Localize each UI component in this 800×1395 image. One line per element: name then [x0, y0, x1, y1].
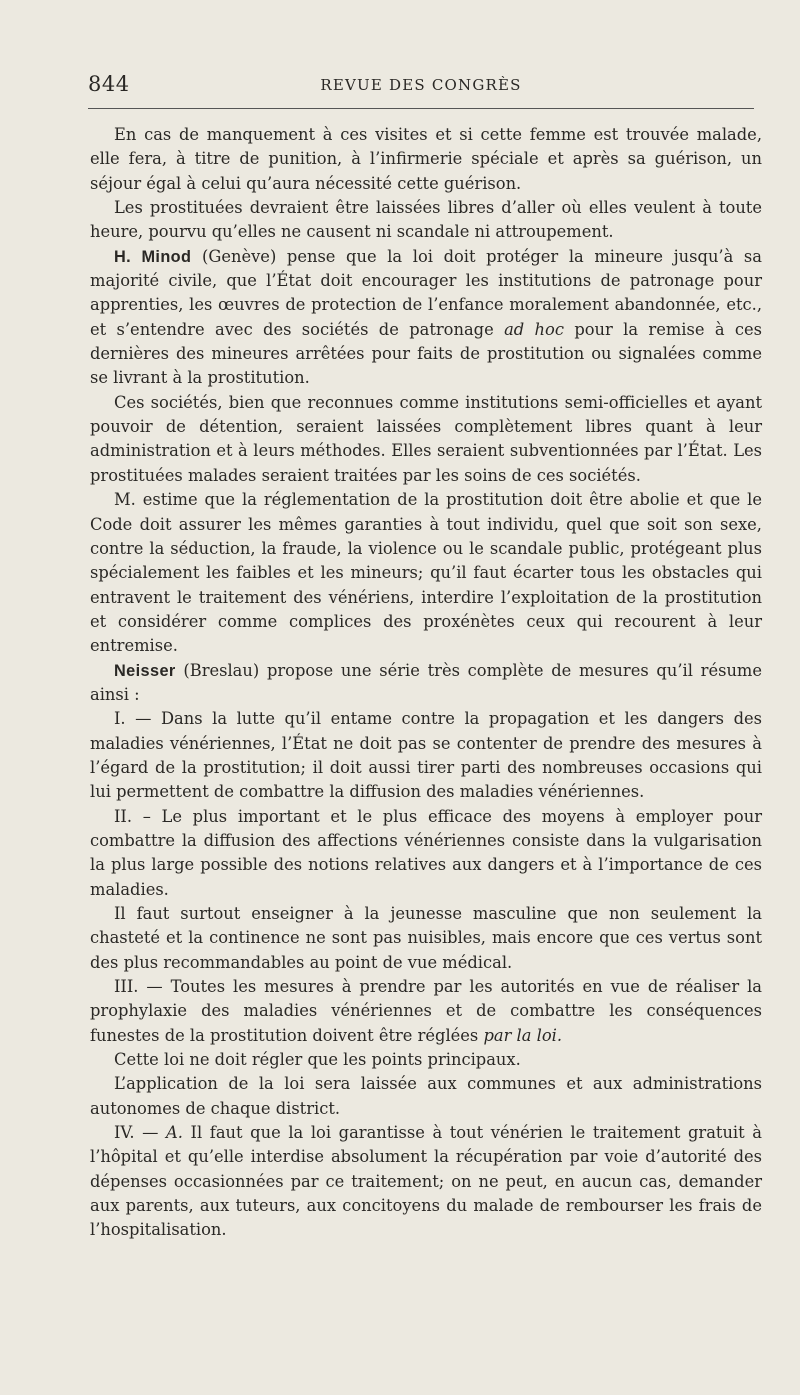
speaker-name: H. Minod: [114, 247, 192, 266]
paragraph: [90, 123, 762, 196]
page-header: [88, 72, 754, 102]
speaker-name: Neisser: [114, 661, 176, 680]
paragraph: [90, 902, 762, 975]
paragraph-text: III. — Toutes les mesures à prendre par les autorités en vue de réaliser la prophylaxie des maladies vénériennes et de combattre les conséquences funestes de la prostitution doivent être réglées: [90, 977, 762, 1045]
paragraph-text: Ces sociétés, bien que reconnues comme institutions semi-officielles et ayant pouvoir de détention, seraient laissées complètement libres quant à leur administration et à leurs méthodes. Elles seraient subventionnées par l’État. Les prostituées malades seraient traitées par les soins de ces sociétés.: [90, 392, 762, 485]
paragraph-text: Il faut que la loi garantisse à tout vénérien le traitement gratuit à l’hôpital et qu’elle interdise absolument la récupération par voie d’autorité des dépenses occasionnées par ce traitement; on ne peut, en aucun cas, demander aux parents, aux tuteurs, aux concitoyens du malade de rembourser les frais de l’hospitalisation.: [90, 1123, 762, 1240]
paragraph-text: IV. —: [114, 1123, 167, 1143]
paragraph-text: (Breslau) propose une série très complète de mesures qu’il résume ainsi :: [90, 660, 762, 704]
emphasis: A.: [166, 1123, 183, 1143]
emphasis: par la loi.: [483, 1025, 563, 1045]
paragraph: [90, 1121, 762, 1243]
header-rule: [88, 108, 754, 109]
paragraph-text: M. estime que la réglementation de la prostitution doit être abolie et que le Code doit assurer les mêmes garanties à tout individu, quel que soit son sexe, contre la séduction, la fraude, la violence ou le scandale public, protégeant plus spécialement les faibles et les mineurs; qu’il faut écarter tous les obstacles qui entravent le traitement des vénériens, interdire l’exploitation de la prostitution et considérer comme complices des proxénètes ceux qui recourent à leur entremise.: [90, 490, 762, 656]
body-text: [90, 123, 762, 1243]
emphasis: ad hoc: [504, 319, 564, 339]
paragraph: [90, 975, 762, 1048]
paragraph: [90, 488, 762, 658]
paragraph: [90, 1048, 762, 1072]
paragraph: [90, 391, 762, 488]
running-title: REVUE DES CONGRÈS: [320, 76, 522, 94]
paragraph-text: Cette loi ne doit régler que les points principaux.: [114, 1050, 521, 1070]
paragraph: [90, 196, 762, 245]
paragraph: [90, 659, 762, 708]
paragraph-text: Il faut surtout enseigner à la jeunesse masculine que non seulement la chasteté et la continence ne sont pas nuisibles, mais encore que ces vertus sont des plus recommandables au point de vue médical.: [90, 904, 762, 972]
paragraph: [90, 707, 762, 804]
paragraph-text: (Genève) pense que la loi doit protéger la mineure jusqu’à sa majorité civile, que l’État doit encourager les institutions de patronage pour apprenties, les œuvres de protection de l’enfance moralement abandonnée, etc., et s’entendre avec des sociétés de patronage: [90, 246, 762, 339]
paragraph: [90, 805, 762, 902]
paragraph: [90, 1072, 762, 1121]
paragraph-text: L’application de la loi sera laissée aux communes et aux administrations autonomes de chaque district.: [90, 1074, 762, 1118]
paragraph: [90, 245, 762, 391]
paragraph-text: I. — Dans la lutte qu’il entame contre la propagation et les dangers des maladies vénériennes, l’État ne doit pas se contenter de prendre des mesures à l’égard de la prostitution; il doit aussi tirer parti des nombreuses occasions qui lui permettent de combattre la diffusion des maladies vénériennes.: [90, 709, 762, 802]
paragraph-text: En cas de manquement à ces visites et si cette femme est trouvée malade, elle fera, à titre de punition, à l’infirmerie spéciale et après sa guérison, un séjour égal à celui qu’aura nécessité cette guérison.: [90, 125, 762, 193]
paragraph-text: II. – Le plus important et le plus efficace des moyens à employer pour combattre la diffusion des affections vénériennes consiste dans la vulgarisation la plus large possible des notions relatives aux dangers et à l’importance de ces maladies.: [90, 806, 762, 899]
paragraph-text: Les prostituées devraient être laissées libres d’aller où elles veulent à toute heure, pourvu qu’elles ne causent ni scandale ni attroupement.: [90, 198, 762, 242]
paragraph-text: pour la remise à ces dernières des mineures arrêtées pour faits de prostitution ou signalées comme se livrant à la prostitution.: [90, 319, 762, 388]
page-number: 844: [88, 72, 130, 96]
